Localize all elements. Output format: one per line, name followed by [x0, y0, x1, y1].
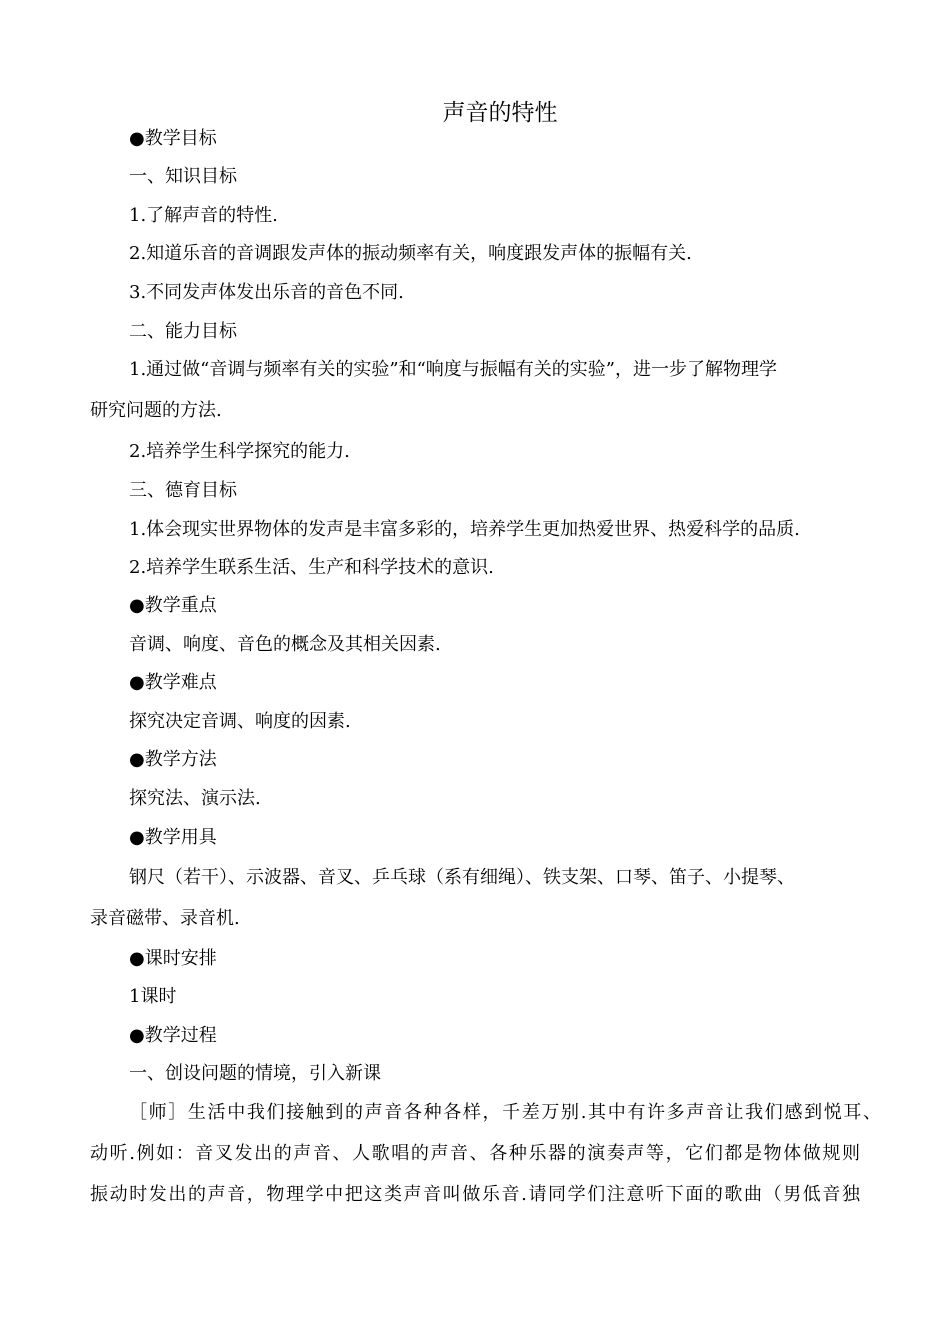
document-title: 声音的特性: [442, 100, 558, 126]
section-heading: ●教学重点: [129, 595, 217, 616]
paragraph-line: 1.体会现实世界物体的发声是丰富多彩的，培养学生更加热爱世界、热爱科学的品质.: [129, 519, 800, 540]
section-heading: ●教学用具: [129, 827, 217, 848]
paragraph-line: 研究问题的方法.: [90, 400, 222, 421]
paragraph-line: 1课时: [129, 986, 177, 1007]
paragraph-line: 2.培养学生联系生活、生产和科学技术的意识.: [129, 557, 494, 578]
section-heading: ●教学方法: [129, 749, 217, 770]
paragraph-line: 探究决定音调、响度的因素.: [129, 711, 351, 732]
section-heading: ●教学过程: [129, 1025, 217, 1046]
subsection-heading: 一、知识目标: [129, 166, 237, 187]
paragraph-line: 2.培养学生科学探究的能力.: [129, 441, 350, 462]
paragraph-line: 1.通过做“音调与频率有关的实验”和“响度与振幅有关的实验”，进一步了解物理学: [129, 359, 777, 380]
paragraph-line: 振动时发出的声音，物理学中把这类声音叫做乐音.请同学们注意听下面的歌曲（男低音独: [90, 1184, 860, 1205]
paragraph-line: 1.了解声音的特性.: [129, 205, 278, 226]
paragraph-line: 录音磁带、录音机.: [90, 908, 240, 929]
section-heading: ●教学难点: [129, 672, 217, 693]
paragraph-line: 钢尺（若干）、示波器、音叉、乒乓球（系有细绳）、铁支架、口琴、笛子、小提琴、: [129, 867, 795, 888]
subsection-heading: 三、德育目标: [129, 480, 237, 501]
subsection-heading: 二、能力目标: [129, 321, 237, 342]
paragraph-line: 音调、响度、音色的概念及其相关因素.: [129, 634, 441, 655]
paragraph-line: 3.不同发声体发出乐音的音色不同.: [129, 282, 404, 303]
paragraph-line: 动听.例如：音叉发出的声音、人歌唱的声音、各种乐器的演奏声等，它们都是物体做规则: [90, 1143, 860, 1164]
paragraph-line: 探究法、演示法.: [129, 788, 261, 809]
paragraph-line: 2.知道乐音的音调跟发声体的振动频率有关，响度跟发声体的振幅有关.: [129, 243, 692, 264]
section-heading: ●教学目标: [129, 128, 217, 149]
subsection-heading: 一、创设问题的情境，引入新课: [129, 1063, 381, 1084]
section-heading: ●课时安排: [129, 948, 217, 969]
paragraph-line: ［师］生活中我们接触到的声音各种各样，千差万别.其中有许多声音让我们感到悦耳、: [129, 1102, 881, 1123]
